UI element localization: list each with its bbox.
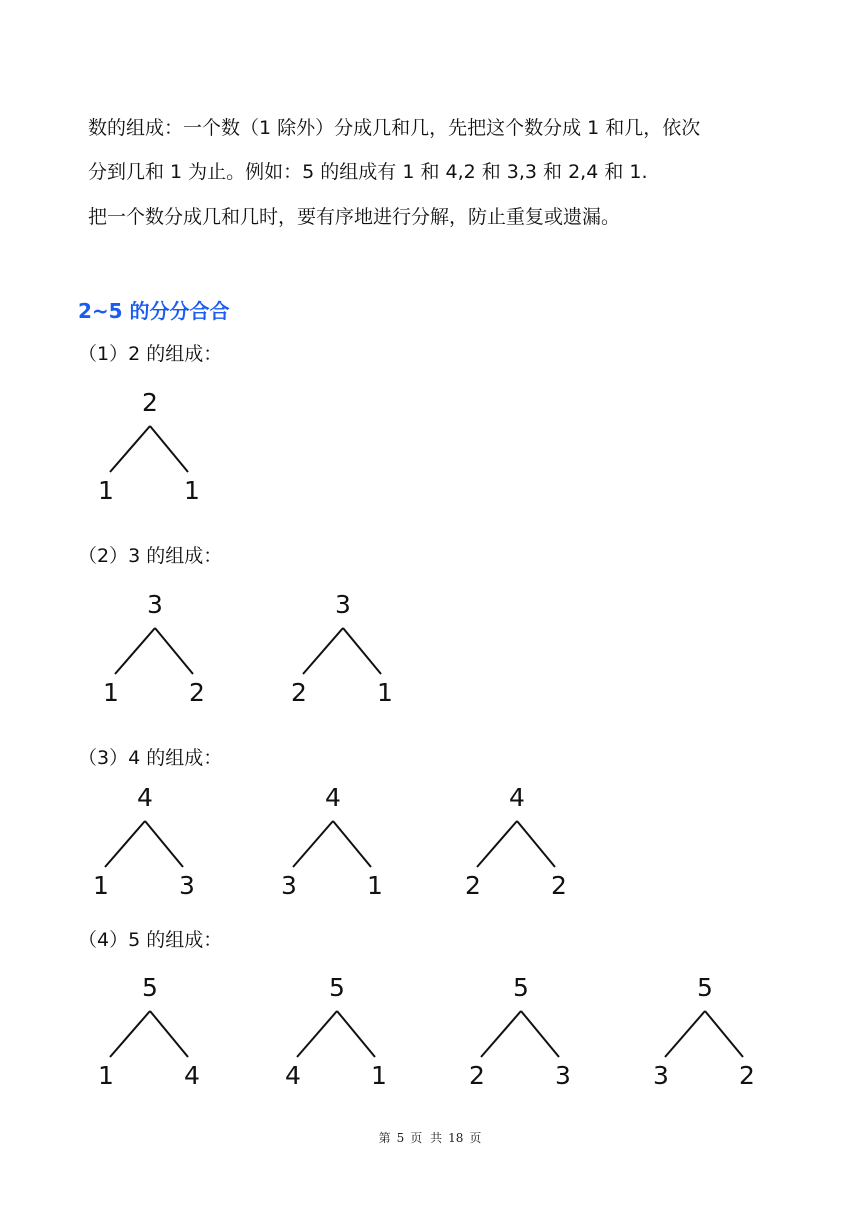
tree-right-part: 1 [377, 678, 393, 707]
left-branch-line [105, 821, 145, 867]
tree-total: 5 [697, 973, 713, 1002]
tree-left-part: 1 [103, 678, 119, 707]
tree-left-part: 3 [281, 871, 297, 900]
right-branch-line [150, 426, 188, 472]
tree-total: 5 [329, 973, 345, 1002]
section-label-3: （2）3 的组成： [78, 545, 223, 567]
right-branch-line [343, 628, 381, 674]
tree-total: 4 [137, 783, 153, 812]
right-branch-line [705, 1011, 743, 1057]
section-label-2: （1）2 的组成： [78, 343, 223, 365]
right-branch-line [333, 821, 371, 867]
left-branch-line [293, 821, 333, 867]
footer-page: 5 [396, 1131, 405, 1145]
tree-right-part: 1 [184, 476, 200, 505]
tree-right-part: 4 [184, 1061, 200, 1090]
tree-left-part: 3 [653, 1061, 669, 1090]
composition-tree [650, 973, 760, 1093]
tree-right-part: 2 [739, 1061, 755, 1090]
left-branch-line [110, 426, 150, 472]
tree-total: 4 [325, 783, 341, 812]
tree-left-part: 1 [93, 871, 109, 900]
composition-tree [95, 388, 205, 508]
footer-mid: 页 共 [410, 1131, 443, 1145]
tree-total: 4 [509, 783, 525, 812]
page-footer [0, 1129, 860, 1146]
composition-tree [90, 783, 200, 903]
left-branch-line [481, 1011, 521, 1057]
tree-right-part: 3 [179, 871, 195, 900]
left-branch-line [297, 1011, 337, 1057]
right-branch-line [145, 821, 183, 867]
right-branch-line [155, 628, 193, 674]
left-branch-line [110, 1011, 150, 1057]
tree-left-part: 1 [98, 1061, 114, 1090]
left-branch-line [115, 628, 155, 674]
right-branch-line [337, 1011, 375, 1057]
composition-tree [100, 590, 210, 710]
tree-total: 3 [335, 590, 351, 619]
tree-right-part: 2 [551, 871, 567, 900]
footer-suffix: 页 [469, 1131, 482, 1145]
tree-total: 3 [147, 590, 163, 619]
tree-right-part: 1 [371, 1061, 387, 1090]
tree-total: 2 [142, 388, 158, 417]
right-branch-line [521, 1011, 559, 1057]
intro-line-3: 把一个数分成几和几时，要有序地进行分解，防止重复或遗漏。 [88, 206, 621, 228]
footer-prefix: 第 [378, 1131, 391, 1145]
section-heading: 2~5 的分分合合 [78, 299, 230, 323]
composition-tree [462, 783, 572, 903]
right-branch-line [150, 1011, 188, 1057]
composition-tree [466, 973, 576, 1093]
left-branch-line [665, 1011, 705, 1057]
left-branch-line [477, 821, 517, 867]
tree-right-part: 1 [367, 871, 383, 900]
section-label-4: （3）4 的组成： [78, 747, 223, 769]
tree-left-part: 2 [465, 871, 481, 900]
footer-total: 18 [448, 1131, 464, 1145]
left-branch-line [303, 628, 343, 674]
tree-right-part: 3 [555, 1061, 571, 1090]
section-label-5: （4）5 的组成： [78, 929, 223, 951]
tree-right-part: 2 [189, 678, 205, 707]
tree-left-part: 2 [291, 678, 307, 707]
composition-tree [282, 973, 392, 1093]
tree-total: 5 [142, 973, 158, 1002]
intro-line-2: 分到几和 1 为止。例如：5 的组成有 1 和 4,2 和 3,3 和 2,4 和 1. [88, 161, 648, 183]
intro-line-1: 数的组成：一个数（1 除外）分成几和几，先把这个数分成 1 和几，依次 [88, 117, 701, 139]
tree-left-part: 4 [285, 1061, 301, 1090]
right-branch-line [517, 821, 555, 867]
composition-tree [95, 973, 205, 1093]
composition-tree [288, 590, 398, 710]
tree-left-part: 1 [98, 476, 114, 505]
tree-total: 5 [513, 973, 529, 1002]
composition-tree [278, 783, 388, 903]
tree-left-part: 2 [469, 1061, 485, 1090]
